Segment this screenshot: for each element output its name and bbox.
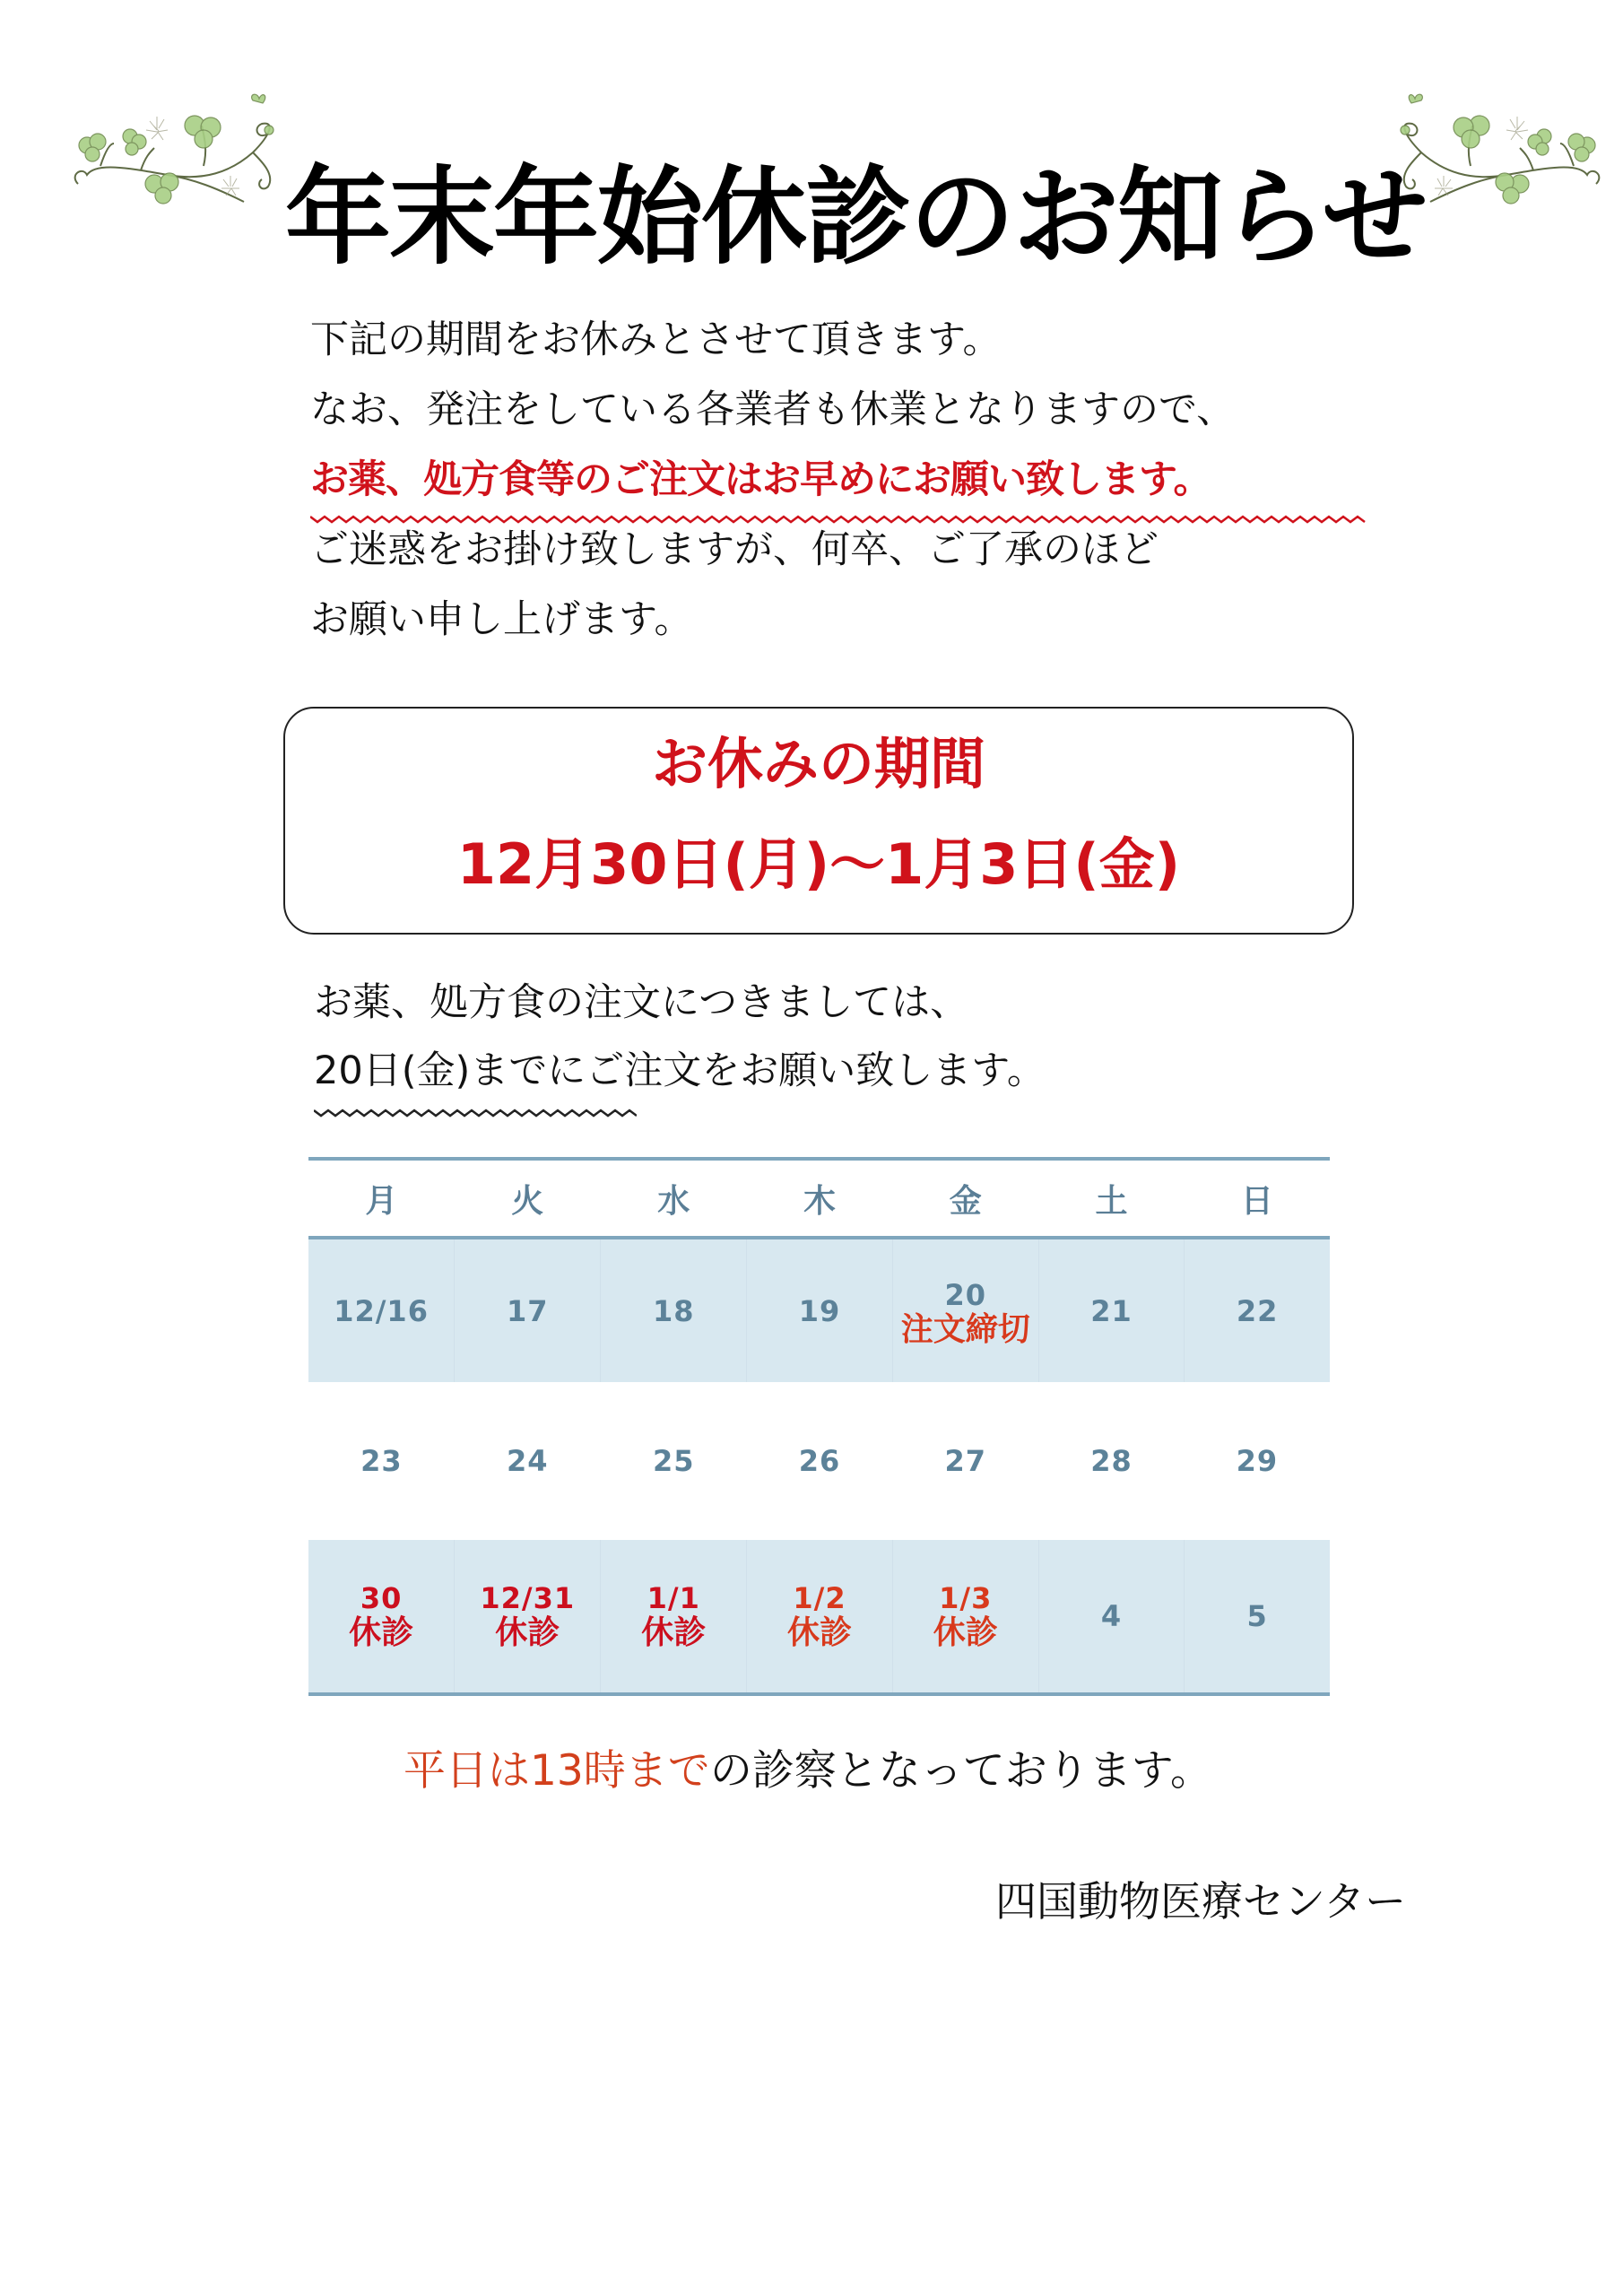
page-title: 年末年始休診のお知らせ xyxy=(285,155,1427,280)
order-deadline-date-text: 20日(金) xyxy=(314,1048,471,1093)
day-number: 22 xyxy=(1236,1293,1279,1328)
closed-label: 休診 xyxy=(641,1614,707,1651)
closed-label: 休診 xyxy=(495,1614,560,1651)
day-number: 26 xyxy=(798,1444,841,1478)
holiday-calendar xyxy=(308,1157,1330,1696)
calendar-day-cell xyxy=(601,1382,747,1540)
calendar-week-row xyxy=(308,1382,1330,1540)
intro-line: なお、発注をしている各業者も休業となりますので、 xyxy=(310,387,1236,432)
weekday-fri: 金 xyxy=(892,1159,1038,1238)
clover-vine-decoration-left xyxy=(56,90,298,215)
day-number: 20 xyxy=(944,1277,987,1312)
calendar-day-cell-closed xyxy=(601,1540,747,1694)
day-number: 19 xyxy=(798,1293,841,1328)
closure-period-box xyxy=(283,707,1354,935)
calendar-day-cell xyxy=(1185,1382,1330,1540)
calendar-day-cell xyxy=(455,1382,601,1540)
weekday-wed: 水 xyxy=(601,1159,747,1238)
day-number: 1/3 xyxy=(939,1581,993,1615)
day-number: 21 xyxy=(1090,1293,1133,1328)
early-order-warning xyxy=(310,445,1368,524)
calendar-day-cell-closed xyxy=(892,1540,1038,1694)
day-number: 24 xyxy=(506,1444,549,1478)
day-number: 4 xyxy=(1100,1599,1123,1633)
calendar-week-row xyxy=(308,1540,1330,1694)
day-number: 29 xyxy=(1236,1444,1279,1478)
intro-line-emphasis xyxy=(310,445,1431,515)
order-deadline-label: 注文締切 xyxy=(900,1310,1030,1348)
weekday-hours-notice xyxy=(404,1740,1212,1803)
calendar-day-cell xyxy=(308,1382,455,1540)
closed-label: 休診 xyxy=(933,1614,998,1651)
calendar-day-cell xyxy=(308,1238,455,1382)
day-number: 25 xyxy=(652,1444,695,1478)
calendar-day-cell xyxy=(1038,1238,1185,1382)
closed-label: 休診 xyxy=(786,1614,852,1651)
intro-line: お願い申し上げます。 xyxy=(310,597,693,642)
closed-label: 休診 xyxy=(349,1614,414,1651)
day-number: 1/1 xyxy=(647,1581,700,1615)
early-order-warning-text: お薬、処方食等のご注文はお早めにお願い致します。 xyxy=(310,457,1211,502)
intro-line: ご迷惑をお掛け致しますが、何卒、ご了承のほど xyxy=(310,527,1159,572)
order-line-1: お薬、処方食の注文につきましては、 xyxy=(314,980,969,1025)
weekday-sat: 土 xyxy=(1038,1159,1185,1238)
calendar-day-cell-deadline xyxy=(892,1238,1038,1382)
day-number: 12/31 xyxy=(480,1581,576,1615)
day-number: 17 xyxy=(506,1293,549,1328)
clinic-name: 四国動物医療センター xyxy=(995,1877,1407,1926)
weekday-mon: 月 xyxy=(308,1159,455,1238)
day-number: 28 xyxy=(1090,1444,1133,1478)
day-number: 18 xyxy=(652,1293,695,1328)
closure-period-range: 12月30日(月)〜1月3日(金) xyxy=(456,831,1181,897)
weekday-tue: 火 xyxy=(455,1159,601,1238)
calendar-day-cell xyxy=(747,1382,893,1540)
order-deadline-notice xyxy=(314,969,1300,1105)
day-number: 23 xyxy=(360,1444,403,1478)
calendar-day-cell-closed xyxy=(747,1540,893,1694)
calendar-day-cell-closed xyxy=(308,1540,455,1694)
calendar-day-cell xyxy=(1185,1540,1330,1694)
calendar-day-cell xyxy=(1185,1238,1330,1382)
calendar-weekday-header xyxy=(308,1159,1330,1238)
calendar-day-cell xyxy=(892,1382,1038,1540)
day-number: 30 xyxy=(360,1581,403,1615)
calendar-day-cell xyxy=(601,1238,747,1382)
order-deadline-date xyxy=(314,1037,470,1105)
calendar-day-cell xyxy=(455,1238,601,1382)
weekday-thu: 木 xyxy=(747,1159,893,1238)
order-line-2 xyxy=(314,1037,1300,1105)
calendar-day-cell xyxy=(1038,1382,1185,1540)
intro-paragraph xyxy=(310,305,1431,655)
calendar-day-cell xyxy=(747,1238,893,1382)
intro-line: 下記の期間をお休みとさせて頂きます。 xyxy=(310,317,1002,362)
day-number: 12/16 xyxy=(334,1293,429,1328)
calendar-week-row xyxy=(308,1238,1330,1382)
wavy-underline-red xyxy=(310,515,1368,524)
order-line-2-rest: までにご注文をお願い致します。 xyxy=(470,1048,1046,1093)
calendar-day-cell-closed xyxy=(455,1540,601,1694)
day-number: 1/2 xyxy=(793,1581,846,1615)
weekday-hours-rest: の診察となっております。 xyxy=(709,1746,1213,1796)
day-number: 5 xyxy=(1246,1599,1268,1633)
wavy-underline-black xyxy=(314,1109,637,1118)
weekday-hours-highlight: 平日は13時まで xyxy=(404,1746,710,1796)
calendar-day-cell xyxy=(1038,1540,1185,1694)
weekday-sun: 日 xyxy=(1185,1159,1330,1238)
day-number: 27 xyxy=(944,1444,987,1478)
closure-period-heading: お休みの期間 xyxy=(651,731,985,796)
